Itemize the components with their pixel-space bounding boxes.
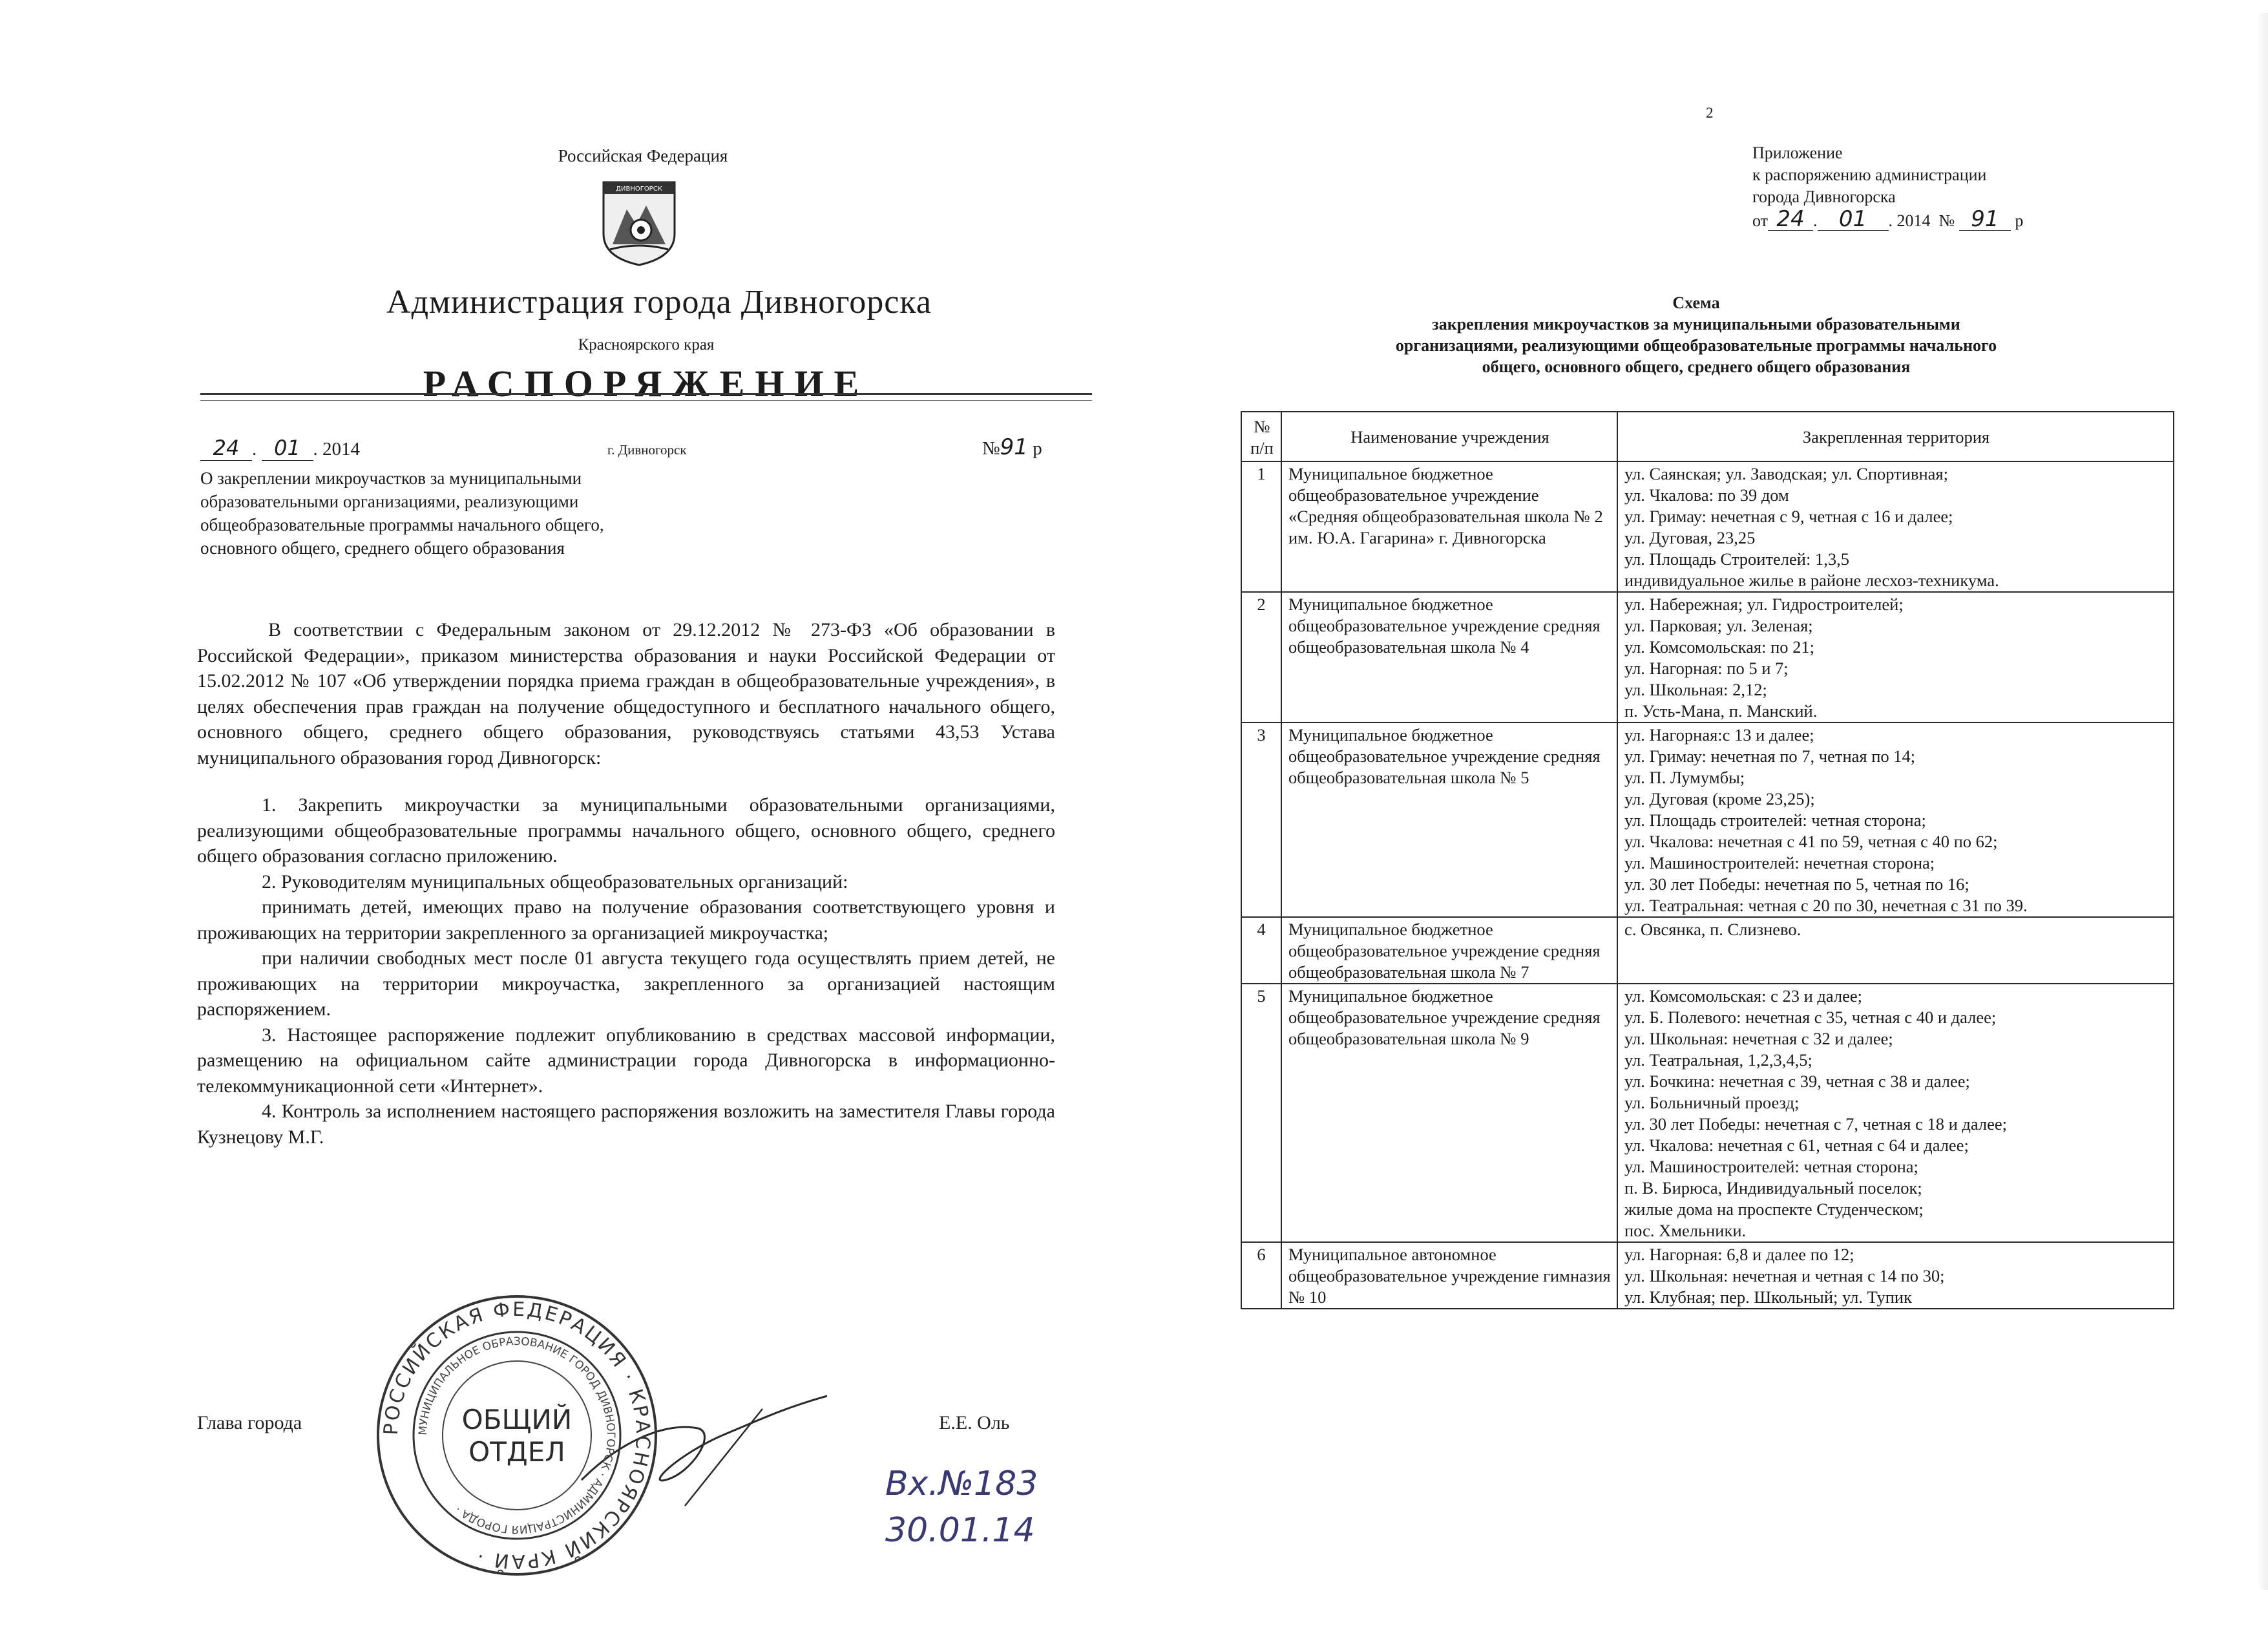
stamp-inner-text: МУНИЦИПАЛЬНОЕ ОБРАЗОВАНИЕ ГОРОД ДИВНОГОРСК · АДМИНИСТРАЦИЯ ГОРОДА ·	[416, 1335, 618, 1536]
territory-line: ул. Машиностроителей: четная сторона;	[1624, 1157, 1918, 1176]
territory-line: ул. Театральная, 1,2,3,4,5;	[1624, 1050, 1812, 1070]
incoming-number: Вх.№183	[885, 1464, 1038, 1503]
page-number: 2	[1706, 105, 1714, 121]
appendix-line: Приложение	[1752, 143, 1843, 162]
table-row	[1241, 461, 2174, 592]
item-2a-paragraph: принимать детей, имеющих право на получение образования соответствующего уровня и проживающих на территории закрепленного за организацией микроучастка;	[197, 896, 1055, 944]
table-row	[1241, 592, 2174, 723]
order-date-year: . 2014	[313, 439, 360, 460]
territory-cell	[1617, 917, 2174, 984]
scheme-title-line: Схема	[1672, 293, 1720, 312]
item-1-paragraph: 1. Закрепить микроучастки за муниципальными образовательными организациями, реализующими общеобразовательные программы начального общего, основного общего, среднего общего образования согласно приложению.	[197, 794, 1055, 867]
territory-line: ул. Машиностроителей: нечетная сторона;	[1624, 853, 1935, 872]
assignment-table-wrapper	[1241, 411, 2173, 1309]
table-row	[1241, 1242, 2174, 1309]
territory-line: ул. Чкалова: по 39 дом	[1624, 485, 1789, 505]
territory-line: ул. Гримау: нечетная с 9, четная с 16 и далее;	[1624, 507, 1953, 526]
stamp-center-line-2: ОТДЕЛ	[468, 1436, 565, 1468]
territory-line: ул. Школьная: 2,12;	[1624, 680, 1767, 699]
territory-cell	[1617, 723, 2174, 917]
appendix-date-day: 24	[1768, 208, 1813, 231]
item-4-paragraph: 4. Контроль за исполнением настоящего распоряжения возложить на заместителя Главы города Кузнецову М.Г.	[197, 1101, 1055, 1148]
territory-line: ул. Парковая; ул. Зеленая;	[1624, 616, 1813, 635]
order-date-month: 01	[262, 436, 313, 461]
appendix-number-prefix: №	[1938, 211, 1955, 230]
appendix-number: 91	[1959, 208, 2011, 231]
item-3-paragraph: 3. Настоящее распоряжение подлежит опубликованию в средствах массовой информации, размещению на официальном сайте администрации города Дивногорска в информационно-телекоммуникационной сети «Интернет».	[197, 1024, 1055, 1097]
appendix-header	[1752, 142, 2114, 232]
territory-line: ул. 30 лет Победы: нечетная с 7, четная с 18 и далее;	[1624, 1114, 2008, 1134]
order-number-value: 91	[1000, 434, 1028, 460]
territory-line: ул. Комсомольская: по 21;	[1624, 637, 1815, 657]
territory-line: п. В. Бирюса, Индивидуальный поселок;	[1624, 1178, 1922, 1198]
order-date-day: 24	[200, 436, 252, 461]
order-body	[197, 617, 1055, 1150]
official-stamp	[372, 1290, 662, 1581]
column-header-number: № п/п	[1241, 412, 1281, 461]
signatory-name: Е.Е. Оль	[939, 1412, 1010, 1433]
appendix-line: к распоряжению администрации	[1752, 165, 1987, 184]
scheme-title	[1299, 292, 2094, 377]
institution-name-cell: Муниципальное бюджетное общеобразовательное учреждение «Средняя общеобразовательная школа № 2 им. Ю.А. Гагарина» г. Дивногорска	[1281, 461, 1617, 592]
row-number-cell: 2	[1241, 592, 1281, 723]
territory-line: ул. Гримау: нечетная по 7, четная по 14;	[1624, 746, 1916, 766]
territory-line: ул. Б. Полевого: нечетная с 35, четная с 40 и далее;	[1624, 1008, 1997, 1027]
incoming-date: 30.01.14	[885, 1511, 1035, 1550]
territory-line: ул. Нагорная: по 5 и 7;	[1624, 659, 1789, 678]
city-emblem-icon	[601, 180, 677, 268]
scheme-title-line: закрепления микроучастков за муниципальными образовательными	[1432, 315, 1960, 333]
territory-cell	[1617, 1242, 2174, 1309]
table-row	[1241, 984, 2174, 1242]
territory-line: ул. Театральная: четная с 20 по 30, нечетная с 31 по 39.	[1624, 896, 2028, 915]
territory-line: ул. Набережная; ул. Гидростроителей;	[1624, 595, 1904, 614]
emblem-label: ДИВНОГОРСК	[616, 185, 662, 193]
territory-line: п. Усть-Мана, п. Манский.	[1624, 701, 1818, 721]
territory-line: ул. Клубная; пер. Школьный; ул. Тупик	[1624, 1287, 1912, 1307]
institution-name-cell: Муниципальное бюджетное общеобразовательное учреждение средняя общеобразовательная школа № 4	[1281, 592, 1617, 723]
administration-title: Администрация города Дивногорска	[386, 284, 932, 321]
scan-edge-shadow	[2256, 13, 2268, 1590]
signatory-title: Глава города	[197, 1412, 302, 1433]
country-name: Российская Федерация	[558, 146, 728, 165]
territory-line: ул. Дуговая (кроме 23,25);	[1624, 789, 1815, 808]
table-row	[1241, 723, 2174, 917]
territory-line: ул. Больничный проезд;	[1624, 1093, 1800, 1112]
region-name: Красноярского края	[578, 336, 715, 354]
item-2-paragraph: 2. Руководителям муниципальных общеобразовательных организаций:	[262, 871, 848, 893]
row-number-cell: 4	[1241, 917, 1281, 984]
table-row	[1241, 917, 2174, 984]
territory-line: ул. Площадь строителей: четная сторона;	[1624, 810, 1926, 830]
preamble-paragraph: В соответствии с Федеральным законом от 29.12.2012 № 273-ФЗ «Об образовании в Российской Федерации», приказом министерства образования и науки Российской Федерации от 15.02.2012 № 107 «Об утверждении порядка приема граждан в общеобразовательные учреждения», в целях обеспечения прав граждан на получение общедоступного и бесплатного начального общего, основного общего, среднего общего образования, руководствуясь статьями 43,53 Устава муниципального образования город Дивногорск:	[197, 619, 1055, 768]
territory-line: ул. П. Лумумбы;	[1624, 768, 1745, 787]
territory-cell	[1617, 461, 2174, 592]
document-type: РАСПОРЯЖЕНИЕ	[423, 363, 870, 405]
appendix-date-prefix: от	[1752, 211, 1769, 230]
territory-line: ул. Площадь Строителей: 1,3,5	[1624, 549, 1849, 569]
territory-line: с. Овсянка, п. Слизнево.	[1624, 920, 1801, 939]
row-number-cell: 5	[1241, 984, 1281, 1242]
table-header-row	[1241, 412, 2174, 461]
order-number-prefix: №	[982, 438, 1000, 459]
territory-line: ул. Комсомольская: с 23 и далее;	[1624, 986, 1862, 1006]
territory-line: ул. Саянская; ул. Заводская; ул. Спортивная;	[1624, 464, 1948, 483]
order-date: 24 . 01 . 2014	[200, 436, 420, 461]
territory-line: пос. Хмельники.	[1624, 1221, 1747, 1240]
subject-line: основного общего, среднего общего образования	[200, 538, 565, 558]
territory-line: ул. Школьная: нечетная и четная с 14 по 30;	[1624, 1266, 1945, 1285]
row-number-cell: 6	[1241, 1242, 1281, 1309]
appendix-date-line: от 24 . 01 . 2014 № 91 р	[1752, 206, 2024, 232]
appendix-date-month: 01	[1818, 208, 1889, 231]
territory-line: ул. Чкалова: нечетная с 41 по 59, четная с 40 по 62;	[1624, 832, 1998, 851]
order-number	[982, 434, 1042, 460]
row-number-cell: 3	[1241, 723, 1281, 917]
territory-line: ул. Нагорная: 6,8 и далее по 12;	[1624, 1245, 1854, 1264]
right-page	[1137, 0, 2268, 1648]
institution-name-cell: Муниципальное бюджетное общеобразовательное учреждение средняя общеобразовательная школа № 5	[1281, 723, 1617, 917]
header-rule	[200, 393, 1092, 401]
subject-line: образовательными организациями, реализующими	[200, 492, 579, 511]
column-header-institution: Наименование учреждения	[1281, 412, 1617, 461]
column-header-territory: Закрепленная территория	[1617, 412, 2174, 461]
territory-line: ул. Нагорная:с 13 и далее;	[1624, 725, 1814, 745]
institution-name-cell: Муниципальное бюджетное общеобразовательное учреждение средняя общеобразовательная школа № 7	[1281, 917, 1617, 984]
territory-line: ул. 30 лет Победы: нечетная по 5, четная по 16;	[1624, 874, 1969, 894]
territory-line: ул. Чкалова: нечетная с 61, четная с 64 и далее;	[1624, 1136, 1969, 1155]
subject-line: общеобразовательные программы начального общего,	[200, 515, 604, 534]
scheme-title-line: общего, основного общего, среднего общего образования	[1482, 357, 1911, 376]
subject-line: О закреплении микроучастков за муниципальными	[200, 469, 582, 488]
territory-cell	[1617, 984, 2174, 1242]
item-2b-paragraph: при наличии свободных мест после 01 августа текущего года осуществлять прием детей, не проживающих на территории микроучастка, закрепленного за организацией настоящим распоряжением.	[197, 947, 1055, 1020]
scheme-title-line: организациями, реализующими общеобразовательные программы начального	[1395, 336, 1997, 355]
institution-name-cell: Муниципальное бюджетное общеобразовательное учреждение средняя общеобразовательная школа № 9	[1281, 984, 1617, 1242]
territory-line: ул. Школьная: нечетная с 32 и далее;	[1624, 1029, 1893, 1048]
order-city: г. Дивногорск	[607, 442, 687, 458]
order-number-suffix: р	[1033, 438, 1042, 459]
stamp-outer-text: РОССИЙСКАЯ ФЕДЕРАЦИЯ · КРАСНОЯРСКИЙ КРАЙ ·	[379, 1298, 655, 1573]
row-number-cell: 1	[1241, 461, 1281, 592]
assignment-table	[1241, 411, 2174, 1309]
appendix-date-year: . 2014	[1888, 211, 1931, 230]
territory-line: жилые дома на проспекте Студенческом;	[1624, 1199, 1924, 1219]
stamp-center-line-1: ОБЩИЙ	[461, 1404, 572, 1435]
incoming-registration-note	[885, 1461, 1038, 1554]
order-subject	[200, 467, 756, 560]
territory-line: индивидуальное жилье в районе лесхоз-техникума.	[1624, 571, 1999, 590]
appendix-number-suffix: р	[2015, 211, 2024, 230]
territory-line: ул. Дуговая, 23,25	[1624, 528, 1756, 547]
territory-cell	[1617, 592, 2174, 723]
table-body	[1241, 461, 2174, 1309]
appendix-line: города Дивногорска	[1752, 187, 1896, 206]
territory-line: ул. Бочкина: нечетная с 39, четная с 38 и далее;	[1624, 1072, 1970, 1091]
institution-name-cell: Муниципальное автономное общеобразовательное учреждение гимназия № 10	[1281, 1242, 1617, 1309]
